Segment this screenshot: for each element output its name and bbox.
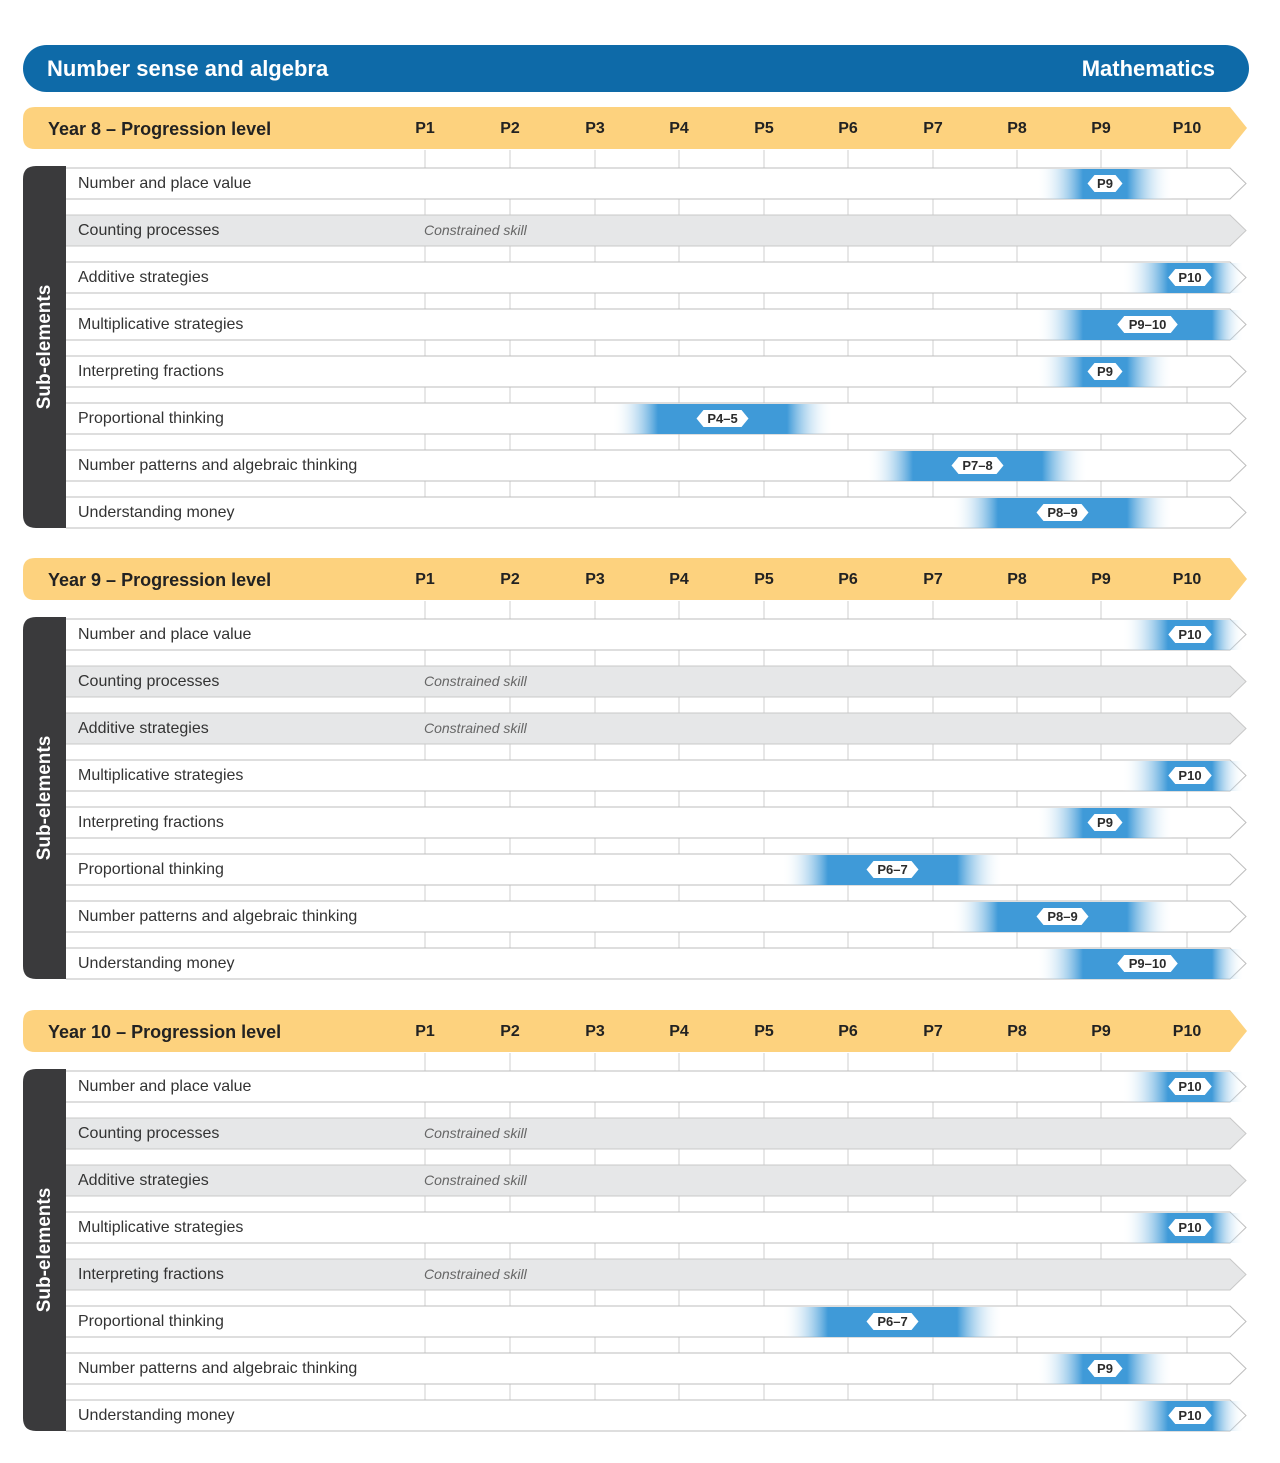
sub-element-row [66,948,1246,979]
progression-level-label: P8 [1007,571,1027,588]
constrained-skill-note: Constrained skill [424,221,527,238]
progression-level-label: P1 [415,571,435,588]
subject-label: Mathematics [1081,56,1215,81]
sub-element-label: Multiplicative strategies [78,315,244,333]
progression-level-label: P6 [838,120,858,137]
sub-element-row [66,1165,1246,1196]
constrained-row-band [66,1118,1246,1149]
level-badge-text: P6–7 [877,1314,908,1329]
sub-element-label: Multiplicative strategies [78,766,244,784]
constrained-row-band [66,1259,1246,1290]
sub-element-label: Additive strategies [78,1171,209,1189]
level-badge-text: P10 [1178,1408,1202,1423]
level-badge-text: P10 [1178,270,1202,285]
level-badge-text: P9–10 [1128,317,1167,332]
sub-element-label: Additive strategies [78,719,209,737]
sub-element-label: Number and place value [78,174,252,192]
progression-level-label: P10 [1172,1023,1202,1040]
progression-level-label: P5 [754,571,774,588]
sub-element-label: Proportional thinking [78,1312,224,1330]
sidebar-label-text: Sub-elements [34,735,55,861]
year-title: Year 8 – Progression level [48,119,272,139]
sub-element-label: Number patterns and algebraic thinking [78,907,358,925]
level-badge-text: P10 [1178,1220,1202,1235]
progression-level-label: P1 [415,1023,435,1040]
year-title: Year 9 – Progression level [48,570,272,590]
sub-element-row [66,262,1246,293]
level-badge-text: P9 [1097,815,1113,830]
progression-level-label: P8 [1007,1023,1027,1040]
sub-element-label: Number patterns and algebraic thinking [78,1359,358,1377]
title-banner [23,45,1249,92]
sub-element-label: Counting processes [78,221,220,239]
sub-element-label: Interpreting fractions [78,362,224,380]
sub-element-label: Interpreting fractions [78,813,224,831]
sub-element-label: Number and place value [78,625,252,643]
constrained-skill-note: Constrained skill [424,1265,527,1282]
progression-level-label: P6 [838,571,858,588]
sub-element-label: Counting processes [78,672,220,690]
sub-element-label: Number patterns and algebraic thinking [78,456,358,474]
level-badge-text: P9–10 [1128,956,1167,971]
constrained-skill-note: Constrained skill [424,672,527,689]
sub-element-row [66,1306,1246,1337]
progression-level-label: P9 [1091,1023,1111,1040]
row-band [66,262,1246,293]
sub-element-row [66,215,1246,246]
constrained-skill-note: Constrained skill [424,719,527,736]
sub-element-label: Interpreting fractions [78,1265,224,1283]
sub-element-row [66,807,1246,838]
progression-level-label: P3 [585,571,605,588]
progression-level-label: P3 [585,120,605,137]
page-title: Number sense and algebra [47,56,329,81]
progression-level-label: P6 [838,1023,858,1040]
sidebar-label-text: Sub-elements [34,284,55,410]
progression-level-label: P10 [1172,120,1202,137]
level-badge-text: P9 [1097,176,1113,191]
sub-element-row [66,1259,1246,1290]
sub-element-row [66,497,1246,528]
level-badge-text: P9 [1097,1361,1113,1376]
sub-element-label: Additive strategies [78,268,209,286]
year-title: Year 10 – Progression level [48,1022,282,1042]
sub-element-label: Number and place value [78,1077,252,1095]
constrained-row-band [66,713,1246,744]
progression-level-label: P2 [500,120,520,137]
progression-level-label: P10 [1172,571,1202,588]
row-band [66,854,1246,885]
progression-level-label: P5 [754,120,774,137]
sub-element-label: Multiplicative strategies [78,1218,244,1236]
constrained-skill-note: Constrained skill [424,1171,527,1188]
progression-level-label: P8 [1007,120,1027,137]
progression-level-label: P4 [669,120,689,137]
constrained-row-band [66,666,1246,697]
sidebar-label-text: Sub-elements [34,1187,55,1313]
level-badge-text: P9 [1097,364,1113,379]
sub-element-row [66,356,1246,387]
progression-level-label: P2 [500,571,520,588]
constrained-skill-note: Constrained skill [424,1124,527,1141]
level-badge-text: P10 [1178,1079,1202,1094]
progression-level-label: P9 [1091,120,1111,137]
level-badge-text: P10 [1178,768,1202,783]
row-band [66,1400,1246,1431]
year-section [0,107,1280,527]
level-badge-text: P10 [1178,627,1202,642]
progression-level-label: P1 [415,120,435,137]
progression-level-label: P4 [669,571,689,588]
sub-element-row [66,713,1246,744]
progression-level-label: P9 [1091,571,1111,588]
level-badge-text: P8–9 [1047,909,1078,924]
progression-level-label: P7 [923,1023,943,1040]
sub-element-row [66,403,1246,434]
progression-level-label: P7 [923,120,943,137]
sub-element-label: Proportional thinking [78,409,224,427]
level-badge-text: P8–9 [1047,505,1078,520]
year-section [0,558,1280,978]
sub-element-row [66,854,1246,885]
constrained-row-band [66,215,1246,246]
sub-element-label: Proportional thinking [78,860,224,878]
level-badge-text: P4–5 [707,411,738,426]
row-band [66,1306,1246,1337]
level-badge-text: P6–7 [877,862,908,877]
progression-level-label: P7 [923,571,943,588]
sub-element-row [66,1118,1246,1149]
progression-level-label: P3 [585,1023,605,1040]
progression-level-label: P2 [500,1023,520,1040]
constrained-row-band [66,1165,1246,1196]
sub-element-label: Understanding money [78,503,235,521]
year-section [0,1010,1280,1430]
sub-element-label: Counting processes [78,1124,220,1142]
level-badge-text: P7–8 [962,458,993,473]
sub-element-label: Understanding money [78,954,235,972]
progression-level-label: P4 [669,1023,689,1040]
sub-element-row [66,666,1246,697]
sub-element-label: Understanding money [78,1406,235,1424]
progression-level-label: P5 [754,1023,774,1040]
sub-element-row [66,1400,1246,1431]
